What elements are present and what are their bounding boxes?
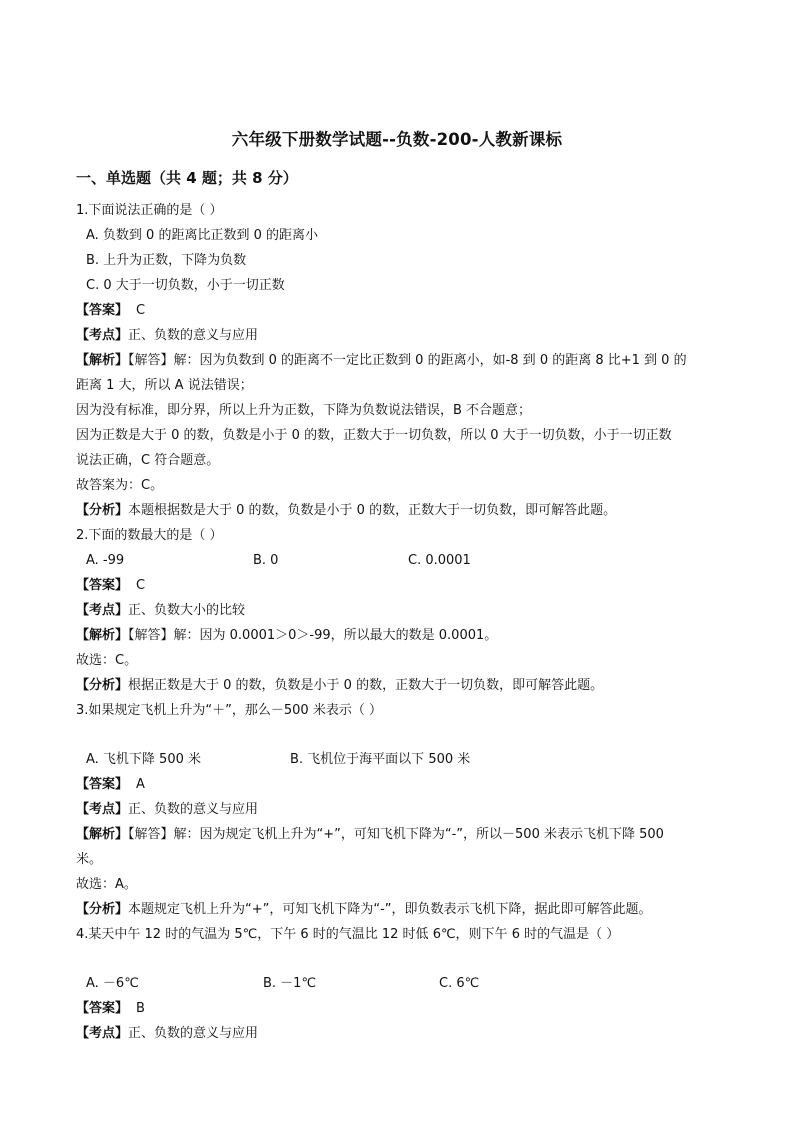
question-4-stem: 4.某天中午 12 时的气温为 5℃，下午 6 时的气温比 12 时低 6℃，则下午 6 时的气温是（ ）	[76, 927, 620, 942]
kaodian-label: 【考点】	[76, 603, 129, 618]
answer-label: 【答案】	[76, 777, 129, 792]
fenxi-label: 【分析】	[76, 902, 129, 917]
q1-jiexi-line-5: 说法正确，C 符合题意。	[76, 453, 220, 468]
q4-answer-row	[76, 1000, 145, 1018]
section-heading: 一、单选题（共 4 题；共 8 分）	[76, 169, 298, 187]
q1-jiexi-line-1: 【解答】解：因为负数到 0 的距离不一定比正数到 0 的距离小，如-8 到 0 的距离 8 比+1 到 0 的	[128, 353, 687, 368]
q1-kaodian-value: 正、负数的意义与应用	[128, 328, 259, 343]
q1-fenxi-row	[76, 502, 616, 520]
q1-jiexi-row	[76, 352, 687, 370]
question-2-stem: 2.下面的数最大的是（ ）	[76, 528, 223, 543]
q2-kaodian-value: 正、负数大小的比较	[128, 603, 246, 618]
answer-label: 【答案】	[76, 578, 129, 593]
q1-answer-row	[76, 302, 145, 320]
q1-option-b: B. 上升为正数，下降为负数	[86, 253, 247, 268]
q2-fenxi-value: 根据正数是大于 0 的数，负数是小于 0 的数，正数大于一切负数，即可解答此题。	[128, 678, 604, 693]
q3-fenxi-value: 本题规定飞机上升为“+”，可知飞机下降为“-”，即负数表示飞机下降，据此即可解答此题。	[128, 902, 652, 917]
q1-option-c: C. 0 大于一切负数，小于一切正数	[86, 278, 285, 293]
q4-option-c: C. 6℃	[439, 976, 480, 991]
q2-answer-value: C	[136, 578, 146, 593]
kaodian-label: 【考点】	[76, 328, 129, 343]
q4-kaodian-value: 正、负数的意义与应用	[128, 1026, 259, 1041]
page-title: 六年级下册数学试题--负数-200-人教新课标	[231, 130, 563, 149]
q2-fenxi-row	[76, 677, 603, 695]
q2-option-a: A. -99	[86, 553, 125, 568]
q1-option-a: A. 负数到 0 的距离比正数到 0 的距离小	[86, 228, 319, 243]
q1-jiexi-line-3: 因为没有标准，即分界，所以上升为正数，下降为负数说法错误，B 不合题意；	[76, 403, 532, 418]
q3-jiexi-line-2: 米。	[76, 852, 103, 867]
q2-jiexi-line-2: 故选：C。	[76, 653, 138, 668]
q1-jiexi-line-2: 距离 1 大，所以 A 说法错误；	[76, 378, 253, 393]
fenxi-label: 【分析】	[76, 503, 129, 518]
fenxi-label: 【分析】	[76, 678, 129, 693]
q3-option-a: A. 飞机下降 500 米	[86, 752, 202, 767]
q2-jiexi-row	[76, 627, 497, 645]
q1-jiexi-line-6: 故答案为：C。	[76, 478, 164, 493]
q3-jiexi-line-3: 故选：A。	[76, 877, 137, 892]
q3-kaodian-row	[76, 801, 258, 819]
kaodian-label: 【考点】	[76, 1026, 129, 1041]
q2-option-b: B. 0	[253, 553, 279, 568]
q2-answer-row	[76, 577, 145, 595]
q3-kaodian-value: 正、负数的意义与应用	[128, 802, 259, 817]
q3-fenxi-row	[76, 901, 652, 919]
jiexi-label: 【解析】	[76, 628, 129, 643]
answer-label: 【答案】	[76, 1001, 129, 1016]
q4-option-b: B. －1℃	[263, 976, 317, 991]
q3-jiexi-row	[76, 826, 664, 844]
answer-label: 【答案】	[76, 303, 129, 318]
q2-option-c: C. 0.0001	[408, 553, 471, 568]
q3-jiexi-line-1: 【解答】解：因为规定飞机上升为“+”，可知飞机下降为“-”，所以－500 米表示飞机下降 500	[128, 827, 664, 842]
kaodian-label: 【考点】	[76, 802, 129, 817]
q1-kaodian-row	[76, 327, 258, 345]
q2-kaodian-row	[76, 602, 245, 620]
question-1-stem: 1.下面说法正确的是（ ）	[76, 203, 223, 218]
q2-jiexi-line-1: 【解答】解：因为 0.0001＞0＞-99，所以最大的数是 0.0001。	[128, 628, 498, 643]
q1-jiexi-line-4: 因为正数是大于 0 的数，负数是小于 0 的数，正数大于一切负数，所以 0 大于一切负数，小于一切正数	[76, 428, 672, 443]
q1-answer-value: C	[136, 303, 146, 318]
q4-option-a: A. －6℃	[86, 976, 139, 991]
q4-kaodian-row	[76, 1025, 258, 1043]
q3-answer-row	[76, 776, 145, 794]
jiexi-label: 【解析】	[76, 353, 129, 368]
q3-option-b: B. 飞机位于海平面以下 500 米	[290, 752, 471, 767]
q3-answer-value: A	[136, 777, 145, 792]
question-3-stem: 3.如果规定飞机上升为“＋”，那么－500 米表示（ ）	[76, 703, 382, 718]
jiexi-label: 【解析】	[76, 827, 129, 842]
q4-answer-value: B	[136, 1001, 145, 1016]
q1-fenxi-value: 本题根据数是大于 0 的数，负数是小于 0 的数，正数大于一切负数，即可解答此题。	[128, 503, 617, 518]
